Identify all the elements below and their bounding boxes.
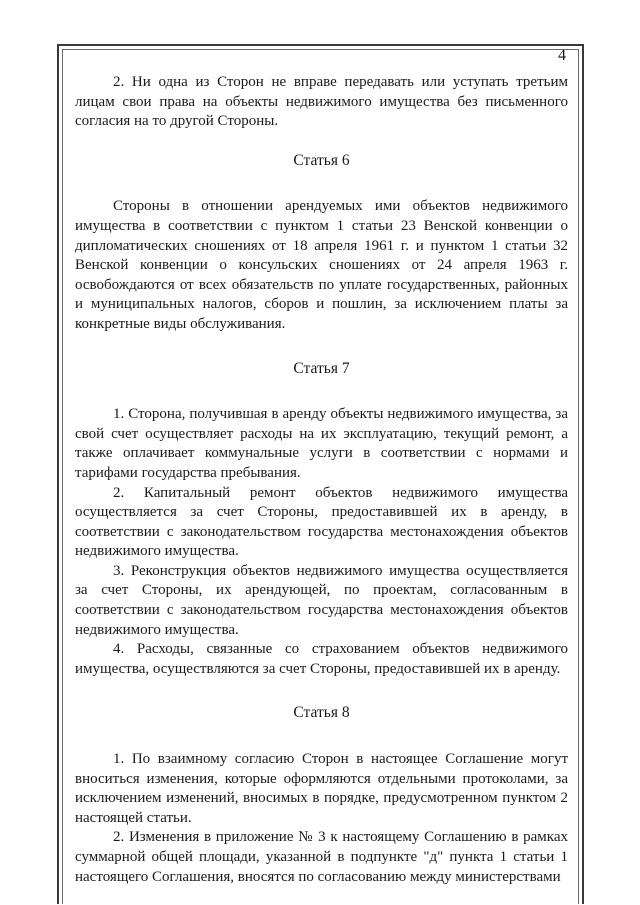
document-body <box>75 73 568 887</box>
paragraph: 2. Ни одна из Сторон не вправе передавать или уступать третьим лицам свои права на объекты недвижимого имущества без письменного согласия на то другой Стороны. <box>75 74 568 130</box>
paragraph: 1. Сторона, получившая в аренду объекты недвижимого имущества, за свой счет осуществляет расходы на их эксплуатацию, текущий ремонт, а также оплачивает коммунальные услуги в соответствии с нормами и тарифами государства пребывания. <box>75 406 568 481</box>
page-number: 4 <box>558 47 566 64</box>
paragraph: 1. По взаимному согласию Сторон в настоящее Соглашение могут вноситься изменения, которые оформляются отдельными протоколами, за исключением изменений, вносимых в порядке, предусмотренном пунктом 2 настоящей статьи. <box>75 751 568 826</box>
paragraph: Стороны в отношении арендуемых ими объектов недвижимого имущества в соответствии с пунктом 1 статьи 23 Венской конвенции о дипломатических сношениях от 18 апреля 1961 г. и пунктом 1 статьи 32 Венской конвенции о консульских сношениях от 24 апреля 1963 г. освобождаются от всех обязательств по уплате государственных, районных и муниципальных налогов, сборов и пошлин, за исключением платы за конкретные виды обслуживания. <box>75 198 568 332</box>
paragraph: 4. Расходы, связанные со страхованием объектов недвижимого имущества, осуществляются за счет Стороны, предоставившей их в аренду. <box>75 641 568 677</box>
article-heading: Статья 8 <box>293 704 350 722</box>
paragraph: 2. Изменения в приложение № 3 к настоящему Соглашению в рамках суммарной общей площади, указанной в подпункте "д" пункта 1 статьи 1 настоящего Соглашения, вносятся по согласованию между министерствами <box>75 829 568 885</box>
paragraph: 3. Реконструкция объектов недвижимого имущества осуществляется за счет Стороны, их арендующей, по проектам, согласованным в соответствии с законодательством государства местонахождения объектов недвижимого имущества. <box>75 562 568 638</box>
article-heading: Статья 7 <box>293 359 350 377</box>
paragraph: 2. Капитальный ремонт объектов недвижимого имущества осуществляется за счет Стороны, предоставившей их в аренду, в соответствии с законодательством государства местонахождения объектов недвижимого имущества. <box>75 484 568 560</box>
article-heading: Статья 6 <box>293 151 350 169</box>
